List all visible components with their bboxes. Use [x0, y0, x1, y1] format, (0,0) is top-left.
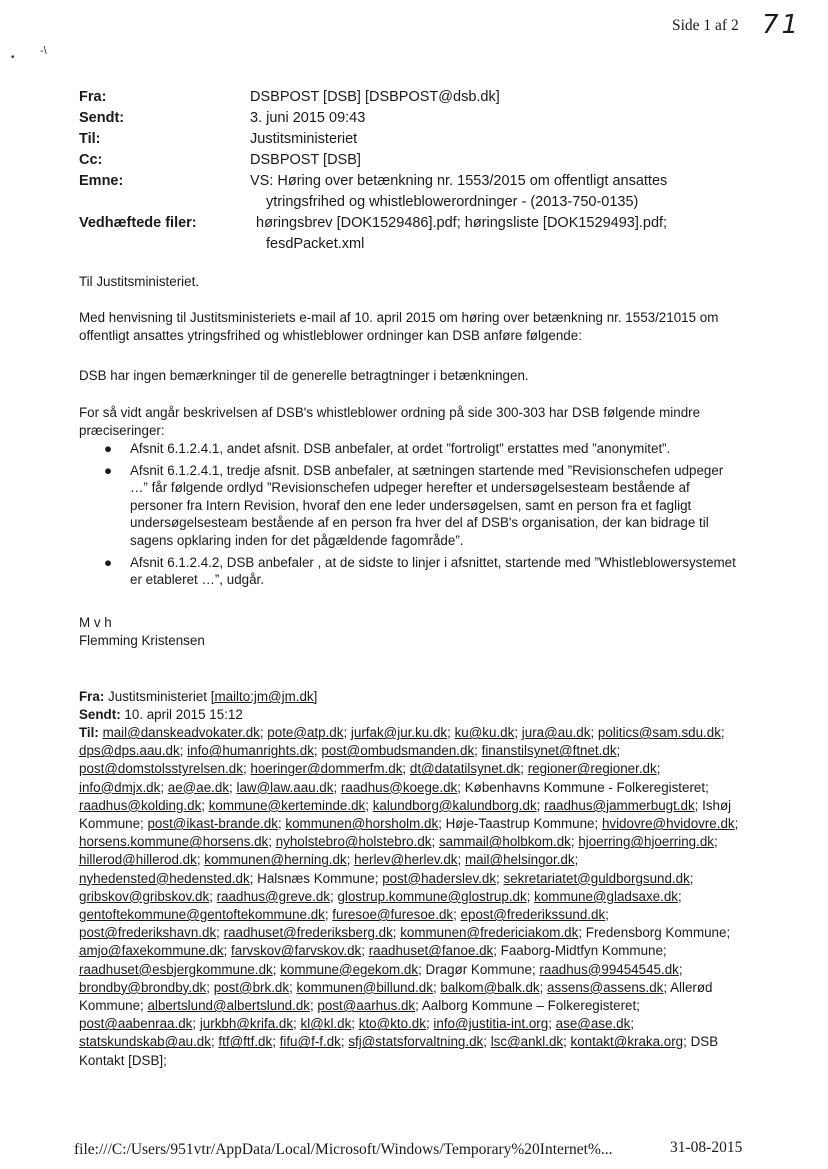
recipient-name: Allerød Kommune: [79, 979, 713, 1014]
recipient-email-link[interactable]: law@law.aau.dk: [236, 779, 334, 795]
recipient-name: Aalborg Kommune – Folkeregisteret: [421, 998, 637, 1014]
recipient-email-link[interactable]: herlev@herlev.dk: [354, 852, 458, 868]
cc-label: Cc:: [79, 152, 103, 168]
recipient-email-link[interactable]: info@justitia-int.org: [433, 1016, 549, 1032]
recipient-email-link[interactable]: jurkbh@krifa.dk: [199, 1016, 294, 1032]
recipient-email-link[interactable]: mail@helsingor.dk: [464, 852, 575, 868]
recipient-email-link[interactable]: hjoerring@hjoerring.dk: [578, 834, 714, 850]
cc-value: DSBPOST [DSB]: [250, 152, 361, 168]
sent-value: 3. juni 2015 09:43: [250, 110, 366, 126]
recipient-email-link[interactable]: dt@datatilsynet.dk: [409, 761, 521, 777]
recipient-email-link[interactable]: kommunen@billund.dk: [296, 979, 433, 995]
print-date: 31-08-2015: [670, 1139, 743, 1156]
closing: M v h: [79, 615, 112, 630]
recipient-email-link[interactable]: albertslund@albertslund.dk: [147, 998, 310, 1014]
recipient-email-link[interactable]: gentoftekommune@gentoftekommune.dk: [79, 907, 325, 923]
recipient-email-link[interactable]: ase@ase.dk: [555, 1016, 631, 1032]
recipient-email-link[interactable]: kl@kl.dk: [300, 1016, 352, 1032]
page-indicator: Side 1 af 2: [672, 17, 739, 34]
recipient-email-link[interactable]: kommunen@horsholm.dk: [285, 816, 439, 832]
recipient-email-link[interactable]: kalundborg@kalundborg.dk: [372, 797, 537, 813]
recipient-email-link[interactable]: kommunen@herning.dk: [204, 852, 347, 868]
recipient-email-link[interactable]: balkom@balk.dk: [440, 979, 540, 995]
recipient-email-link[interactable]: ftf@ftf.dk: [218, 1034, 273, 1050]
recipient-email-link[interactable]: kontakt@kraka.org: [570, 1034, 684, 1050]
recipient-email-link[interactable]: furesoe@furesoe.dk: [332, 907, 454, 923]
recipient-email-link[interactable]: post@haderslev.dk: [382, 870, 497, 886]
attachments-label: Vedhæftede filer:: [79, 215, 197, 231]
recipient-email-link[interactable]: post@ikast-brande.dk: [147, 816, 278, 832]
recipient-name: Ishøj Kommune: [79, 797, 732, 832]
recipient-email-link[interactable]: kommunen@fredericiakom.dk: [400, 925, 579, 941]
recipient-email-link[interactable]: epost@frederikssund.dk: [460, 907, 606, 923]
bullet-icon: ●: [104, 441, 113, 456]
recipient-list: mail@danskeadvokater.dk; pote@atp.dk; jurfak@jur.ku.dk; ku@ku.dk; jura@au.dk; politics@sam.sdu.dk; dps@dps.aau.dk; info@humanrights.dk; post@ombudsmanden.dk; finanstilsynet@ftnet.dk; post@domstolsstyrelsen.dk; hoeringer@dommerfm.dk; dt@datatilsynet.dk; regioner@regioner.dk; info@dmjx.dk; ae@ae.dk; law@law.aau.dk; raadhus@koege.dk; Københavns Kommune - Folkeregisteret; raadhus@kolding.dk; kommune@kerteminde.dk; kalundborg@kalundborg.dk; raadhus@jammerbugt.dk; Ishøj Kommune; post@ikast-brande.dk; kommunen@horsholm.dk; Høje-Taastrup Kommune; hvidovre@hvidovre.dk; horsens.kommune@horsens.dk; nyholstebro@holstebro.dk; sammail@holbkom.dk; hjoerring@hjoerring.dk; hillerod@hillerod.dk; kommunen@herning.dk; herlev@herlev.dk; mail@helsingor.dk; nyhedensted@hedensted.dk; Halsnæs Kommune; post@haderslev.dk; sekretariatet@guldborgsund.dk; gribskov@gribskov.dk; raadhus@greve.dk; glostrup.kommune@glostrup.dk; kommune@gladsaxe.dk; gentoftekommune@gentoftekommune.dk; furesoe@furesoe.dk; epost@frederikssund.dk; post@frederikshavn.dk; raadhuset@frederiksberg.dk; kommunen@fredericiakom.dk; Fredensborg Kommune; amjo@faxekommune.dk; farvskov@farvskov.dk; raadhuset@fanoe.dk; Faaborg-Midtfyn Kommune; raadhuset@esbjergkommune.dk; kommune@egekom.dk; Dragør Kommune; raadhus@99454545.dk; brondby@brondby.dk; post@brk.dk; kommunen@billund.dk; balkom@balk.dk; assens@assens.dk; Allerød Kommune; albertslund@albertslund.dk; post@aarhus.dk; Aalborg Kommune – Folkeregisteret; post@aabenraa.dk; jurkbh@krifa.dk; kl@kl.dk; kto@kto.dk; info@justitia-int.org; ase@ase.dk; statskundskab@au.dk; ftf@ftf.dk; fifu@f-f.dk; sfj@statsforvaltning.dk; lsc@ankl.dk; kontakt@kraka.org; DSB Kontakt [DSB];: [79, 725, 739, 1068]
recipient-email-link[interactable]: raadhus@greve.dk: [216, 888, 330, 904]
recipient-email-link[interactable]: post@aarhus.dk: [317, 998, 416, 1014]
recipient-email-link[interactable]: dps@dps.aau.dk: [79, 743, 180, 759]
list-item: ● Afsnit 6.1.2.4.1, tredje afsnit. DSB anbefaler, at sætningen startende med ”Revisionschefen udpeger …” får følgende ordlyd ”Revisionschefen udpeger herefter et undersøgelsesteam bestående af personer fra Intern Revision, hvoraf den ene leder undersøgelsen, samt en person fra et fagligt undersøgelsesteam bestående af en person fra hver del af DSB's organisation, der kan bidrage til sagens opklaring inden for det pågældende fagområde”.: [104, 462, 724, 548]
subject-label: Emne:: [79, 173, 124, 189]
paragraph-2: DSB har ingen bemærkninger til de generelle betragtninger i betænkningen.: [79, 368, 529, 383]
greeting: Til Justitsministeriet.: [79, 274, 200, 289]
recipient-email-link[interactable]: jura@au.dk: [521, 725, 591, 740]
recipient-email-link[interactable]: finanstilsynet@ftnet.dk: [481, 743, 617, 759]
recipient-email-link[interactable]: sekretariatet@guldborgsund.dk: [503, 870, 690, 886]
recipient-email-link[interactable]: ku@ku.dk: [454, 725, 515, 740]
recipient-email-link[interactable]: kommune@egekom.dk: [280, 961, 419, 977]
attachments-line-2: fesdPacket.xml: [266, 236, 365, 252]
recipient-email-link[interactable]: lsc@ankl.dk: [490, 1034, 564, 1050]
subject-line-1: VS: Høring over betænkning nr. 1553/2015 om offentligt ansattes: [250, 173, 668, 189]
recipient-email-link[interactable]: farvskov@farvskov.dk: [231, 943, 362, 959]
recipient-email-link[interactable]: brondby@brondby.dk: [79, 979, 207, 995]
list-item: ● Afsnit 6.1.2.4.2, DSB anbefaler , at de sidste to linjer i afsnittet, startende med ”Whistleblowersystemet er etableret …”, udgår.: [104, 554, 736, 588]
recipient-email-link[interactable]: kto@kto.dk: [358, 1016, 426, 1032]
bullet-icon: ●: [104, 462, 113, 478]
recipient-email-link[interactable]: sfj@statsforvaltning.dk: [348, 1034, 484, 1050]
recipient-email-link[interactable]: amjo@faxekommune.dk: [79, 943, 224, 959]
to-label: Til:: [79, 131, 101, 147]
recipient-email-link[interactable]: post@domstolsstyrelsen.dk: [79, 761, 243, 777]
recipient-name: Faaborg-Midtfyn Kommune: [500, 943, 663, 959]
recipient-email-link[interactable]: pote@atp.dk: [267, 725, 344, 740]
recipient-name: DSB Kontakt [DSB];: [79, 1034, 719, 1068]
recipient-email-link[interactable]: hillerod@hillerod.dk: [79, 852, 197, 868]
to-value: Justitsministeriet: [250, 131, 358, 147]
scan-mark: -\: [40, 45, 47, 57]
mailto-link[interactable]: [mailto:jm@jm.dk]: [210, 689, 318, 704]
recipient-name: Dragør Kommune: [425, 961, 532, 977]
forwarded-header: [79, 688, 739, 724]
signature: Flemming Kristensen: [79, 633, 205, 648]
recipient-email-link[interactable]: raadhuset@fanoe.dk: [368, 943, 494, 959]
recipient-email-link[interactable]: assens@assens.dk: [547, 979, 664, 995]
recipient-email-link[interactable]: info@humanrights.dk: [187, 743, 314, 759]
paragraph-1: Med henvisning til Justitsministeriets e-mail af 10. april 2015 om høring over betænkning nr. 1553/21015 om offentligt ansattes ytringsfrihed og whistleblower ordninger kan DSB anføre følgende:: [79, 310, 719, 343]
recipient-email-link[interactable]: jurfak@jur.ku.dk: [350, 725, 448, 740]
recipient-email-link[interactable]: post@aabenraa.dk: [79, 1016, 193, 1032]
recipient-email-link[interactable]: ae@ae.dk: [167, 779, 230, 795]
forwarded-to-label: Til:: [79, 725, 99, 740]
recipient-email-link[interactable]: kommune@gladsaxe.dk: [534, 888, 678, 904]
recipient-email-link[interactable]: hvidovre@hvidovre.dk: [601, 816, 735, 832]
recipient-email-link[interactable]: nyholstebro@holstebro.dk: [275, 834, 432, 850]
recipient-email-link[interactable]: raadhuset@esbjergkommune.dk: [79, 961, 273, 977]
recipient-email-link[interactable]: post@frederikshavn.dk: [79, 925, 217, 941]
recipient-email-link[interactable]: horsens.kommune@horsens.dk: [79, 834, 269, 850]
recipient-email-link[interactable]: hoeringer@dommerfm.dk: [250, 761, 403, 777]
recipient-email-link[interactable]: kommune@kerteminde.dk: [208, 797, 366, 813]
recipient-email-link[interactable]: fifu@f-f.dk: [279, 1034, 341, 1050]
recommendation-list: [96, 440, 736, 593]
from-label: Fra:: [79, 89, 107, 105]
scan-mark: •: [11, 52, 15, 63]
paragraph-3: For så vidt angår beskrivelsen af DSB's whistleblower ordning på side 300-303 har DSB følgende mindre præciseringer:: [79, 405, 701, 438]
recipient-email-link[interactable]: raadhus@jammerbugt.dk: [544, 797, 695, 813]
subject-line-2: ytringsfrihed og whistleblowerordninger - (2013-750-0135): [266, 194, 639, 210]
recipient-email-link[interactable]: raadhus@99454545.dk: [539, 961, 679, 977]
recipient-email-link[interactable]: regioner@regioner.dk: [527, 761, 657, 777]
file-path: file:///C:/Users/951vtr/AppData/Local/Microsoft/Windows/Temporary%20Internet%...: [74, 1141, 613, 1158]
recipient-name: Høje-Taastrup Kommune: [445, 816, 595, 832]
bullet-icon: ●: [104, 554, 113, 570]
recipient-email-link[interactable]: gribskov@gribskov.dk: [79, 888, 210, 904]
forwarded-from: Fra: Justitsministeriet [mailto:jm@jm.dk]: [79, 689, 318, 704]
recipient-email-link[interactable]: sammail@holbkom.dk: [438, 834, 571, 850]
recipient-email-link[interactable]: raadhus@kolding.dk: [79, 797, 202, 813]
attachments-line-1: høringsbrev [DOK1529486].pdf; høringsliste [DOK1529493].pdf;: [256, 215, 668, 231]
recipient-email-link[interactable]: post@brk.dk: [213, 979, 290, 995]
recipient-email-link[interactable]: raadhus@koege.dk: [340, 779, 458, 795]
recipient-email-link[interactable]: raadhuset@frederiksberg.dk: [223, 925, 393, 941]
list-item: ● Afsnit 6.1.2.4.1, andet afsnit. DSB anbefaler, at ordet ”fortroligt” erstattes med ”anonymitet”.: [104, 441, 671, 456]
recipient-name: Fredensborg Kommune: [585, 925, 727, 941]
from-value: DSBPOST [DSB] [DSBPOST@dsb.dk]: [250, 89, 500, 105]
recipient-name: Københavns Kommune - Folkeregisteret: [464, 779, 706, 795]
recipient-email-link[interactable]: post@ombudsmanden.dk: [321, 743, 475, 759]
sent-label: Sendt:: [79, 110, 125, 126]
forwarded-sent: Sendt: 10. april 2015 15:12: [79, 707, 243, 723]
recipient-email-link[interactable]: statskundskab@au.dk: [79, 1034, 211, 1050]
recipient-email-link[interactable]: mail@danskeadvokater.dk: [102, 725, 260, 740]
recipient-email-link[interactable]: politics@sam.sdu.dk: [597, 725, 721, 740]
handwritten-page-number: 71: [762, 10, 802, 40]
recipient-email-link[interactable]: glostrup.kommune@glostrup.dk: [337, 888, 527, 904]
forwarded-recipients: [79, 724, 739, 1070]
recipient-email-link[interactable]: nyhedensted@hedensted.dk: [79, 870, 250, 886]
recipient-email-link[interactable]: info@dmjx.dk: [79, 779, 161, 795]
recipient-name: Halsnæs Kommune: [257, 870, 375, 886]
